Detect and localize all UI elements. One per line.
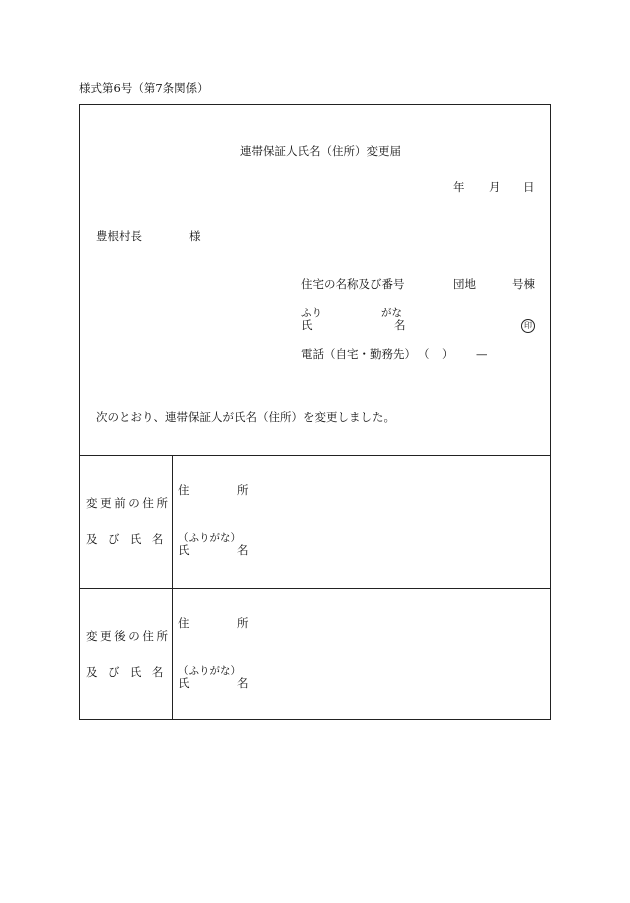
column-divider: [172, 455, 173, 720]
before-address-label-2: 所: [237, 483, 249, 497]
phone-paren-close: ）: [442, 347, 454, 361]
after-label-line1: 変更後の住所: [86, 629, 171, 643]
form-title: 連帯保証人氏名（住所）変更届: [240, 144, 401, 158]
divider-before: [80, 455, 550, 456]
before-label-line2: 及 び 氏 名: [86, 532, 167, 546]
recipient-honorific: 様: [189, 229, 201, 243]
after-furigana-label: （ふりがな）: [178, 665, 241, 677]
form-number: 様式第6号（第7条関係）: [79, 81, 209, 95]
date-day: 日: [523, 180, 535, 194]
before-furigana-label: （ふりがな）: [178, 532, 241, 544]
after-name-label-2: 名: [237, 676, 249, 690]
recipient-name: 豊根村長: [96, 229, 142, 243]
after-address-label-1: 住: [178, 616, 190, 630]
statement-text: 次のとおり、連帯保証人が氏名（住所）を変更しました。: [96, 410, 395, 424]
after-name-label-1: 氏: [178, 676, 190, 690]
applicant-furi: ふり: [301, 307, 322, 319]
applicant-gana: がな: [381, 307, 402, 319]
divider-after: [80, 588, 550, 589]
before-address-label-1: 住: [178, 483, 190, 497]
housing-goto: 号棟: [512, 277, 535, 291]
after-address-label-2: 所: [237, 616, 249, 630]
housing-label: 住宅の名称及び番号: [301, 277, 405, 291]
phone-dash: —: [476, 347, 488, 361]
before-name-label-2: 名: [237, 543, 249, 557]
phone-label: 電話（自宅・勤務先）: [301, 347, 416, 361]
housing-danchi: 団地: [453, 277, 476, 291]
before-name-label-1: 氏: [178, 543, 190, 557]
before-label-line1: 変更前の住所: [86, 496, 171, 510]
phone-paren-open: （: [418, 347, 430, 361]
after-label-line2: 及 び 氏 名: [86, 665, 167, 679]
applicant-shi: 氏: [301, 318, 313, 332]
date-year: 年: [453, 180, 465, 194]
form-frame: [79, 104, 551, 720]
applicant-mei: 名: [394, 318, 406, 332]
date-month: 月: [489, 180, 501, 194]
seal-icon: 印: [521, 319, 535, 333]
